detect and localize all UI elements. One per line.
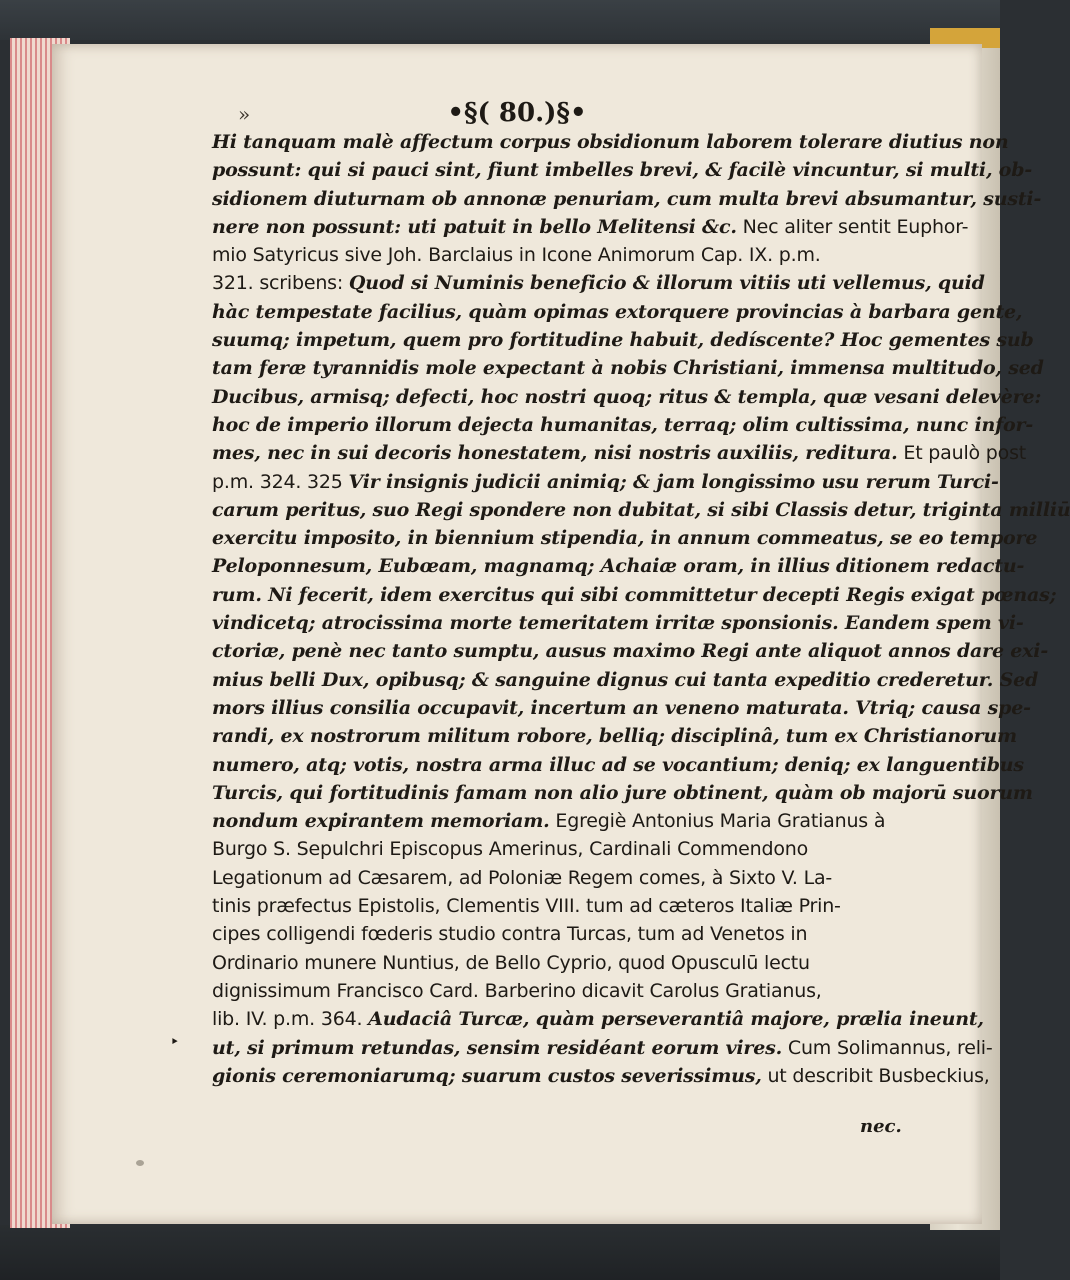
italic-span: vindicetq; atrocissima morte temeritatem irritæ sponsionis. Eandem spem vi-: [212, 612, 1024, 635]
text-line: [212, 637, 1049, 665]
roman-span: tinis præfectus Epistolis, Clementis VIII. tum ad cæteros Italiæ Prin-: [212, 895, 841, 918]
italic-span: suumq; impetum, quem pro fortitudine habuit, dedíscente? Hoc gementes sub: [212, 329, 1034, 352]
text-line: [212, 468, 999, 496]
text-line: [212, 751, 1024, 779]
roman-span: Et paulò post: [897, 442, 1027, 465]
text-line: [212, 609, 1024, 637]
italic-span: Peloponnesum, Eubœam, magnamq; Achaiæ oram, in illius ditionem redactu-: [212, 555, 1025, 578]
text-line: [212, 1062, 990, 1090]
scanner-backdrop-top: [0, 0, 1000, 40]
text-line: [212, 439, 1027, 467]
italic-span: ut, si primum retundas, sensim residéant eorum vires.: [212, 1036, 783, 1059]
text-line: [212, 156, 1033, 184]
text-line: [212, 864, 912, 892]
text-line: [212, 269, 985, 297]
roman-span: Nec aliter sentit Euphor-: [736, 215, 969, 238]
italic-span: sidionem diuturnam ob annonæ penuriam, cum multa brevi absumantur, susti-: [212, 187, 1042, 210]
text-line: [212, 354, 1044, 382]
body-text: [212, 128, 1070, 1090]
roman-span: 321. scribens:: [212, 272, 349, 295]
roman-span: dignissimum Francisco Card. Barberino dicavit Carolus Gratianus,: [212, 979, 822, 1002]
italic-span: mius belli Dux, opibusq; & sanguine dignus cui tanta expeditio crederetur. Sed: [212, 668, 1039, 691]
italic-span: nondum expirantem memoriam.: [212, 810, 550, 833]
text-line: [212, 581, 1057, 609]
text-line: [212, 1005, 984, 1033]
text-line: [212, 835, 912, 863]
text-line: [212, 694, 1031, 722]
text-line: [212, 722, 1017, 750]
text-line: [212, 213, 969, 241]
italic-span: carum peritus, suo Regi spondere non dubitat, si sibi Classis detur, triginta milliū: [212, 498, 1070, 521]
italic-span: mes, nec in sui decoris honestatem, nisi nostris auxiliis, reditura.: [212, 442, 898, 465]
italic-span: hàc tempestate facilius, quàm opimas extorquere provincias à barbara gente,: [212, 300, 1023, 323]
text-line: [212, 1034, 993, 1062]
italic-span: randi, ex nostrorum militum robore, belliq; disciplinâ, tum ex Christianorum: [212, 725, 1017, 748]
text-line: [212, 949, 912, 977]
text-line: [212, 807, 912, 835]
text-line: [212, 383, 1042, 411]
roman-span: p.m. 324. 325: [212, 470, 349, 493]
roman-span: Egregiè Antonius Maria Gratianus à: [549, 810, 886, 833]
text-line: [212, 920, 912, 948]
text-line: [212, 411, 1034, 439]
margin-mark: ‣: [170, 1032, 180, 1051]
italic-span: Quod si Numinis beneficio & illorum vitiis uti vellemus, quid: [348, 272, 985, 295]
header-ornament-mark: »: [238, 102, 251, 126]
roman-span: Burgo S. Sepulchri Episcopus Amerinus, Cardinali Commendono: [212, 838, 809, 861]
text-line: [212, 524, 1038, 552]
text-line: [212, 326, 1034, 354]
italic-span: possunt: qui si pauci sint, fiunt imbelles brevi, & facilè vincuntur, si multi, ob-: [212, 159, 1033, 182]
italic-span: mors illius consilia occupavit, incertum an veneno maturata. Vtriq; causa spe-: [212, 696, 1031, 719]
italic-span: Vir insignis judicii animiq; & jam longissimo usu rerum Turci-: [348, 470, 999, 493]
text-line: [212, 977, 912, 1005]
text-line: [212, 298, 1023, 326]
italic-span: Ducibus, armisq; defecti, hoc nostri quoq; ritus & templa, quæ vesani delevère:: [212, 385, 1042, 408]
text-line: [212, 185, 1042, 213]
italic-span: gionis ceremoniarumq; suarum custos severissimus,: [212, 1064, 762, 1087]
italic-span: Audaciâ Turcæ, quàm perseverantiâ majore, prælia ineunt,: [368, 1008, 984, 1031]
paper-stain: [136, 1160, 144, 1166]
italic-span: hoc de imperio illorum dejecta humanitas, terraq; olim cultissima, nunc infor-: [212, 413, 1034, 436]
text-line: [212, 496, 1070, 524]
page-number-header: •§( 80.)§•: [447, 98, 587, 128]
roman-span: Ordinario munere Nuntius, de Bello Cyprio, quod Opusculū lectu: [212, 951, 810, 974]
italic-span: nere non possunt: uti patuit in bello Melitensi &c.: [212, 215, 737, 238]
catchword: nec.: [860, 1116, 902, 1137]
roman-span: cipes colligendi fœderis studio contra Turcas, tum ad Venetos in: [212, 923, 808, 946]
italic-span: exercitu imposito, in biennium stipendia, in annum commeatus, se eo tempore: [212, 527, 1038, 550]
italic-span: rum. Ni fecerit, idem exercitus qui sibi committetur decepti Regis exigat pœnas;: [212, 583, 1057, 606]
roman-span: lib. IV. p.m. 364.: [212, 1008, 369, 1031]
roman-span: Legationum ad Cæsarem, ad Poloniæ Regem comes, à Sixto V. La-: [212, 866, 833, 889]
text-line: [212, 552, 1025, 580]
text-line: [212, 241, 912, 269]
text-line: [212, 128, 1009, 156]
text-line: [212, 666, 1039, 694]
italic-span: numero, atq; votis, nostra arma illuc ad se vocantium; deniq; ex languentibus: [212, 753, 1024, 776]
italic-span: Turcis, qui fortitudinis famam non alio jure obtinent, quàm ob majorū suorum: [212, 781, 1033, 804]
roman-span: Cum Solimannus, reli-: [782, 1036, 993, 1059]
italic-span: tam feræ tyrannidis mole expectant à nobis Christiani, immensa multitudo, sed: [212, 357, 1044, 380]
roman-span: mio Satyricus sive Joh. Barclaius in Icone Animorum Cap. IX. p.m.: [212, 244, 821, 267]
text-line: [212, 779, 1033, 807]
roman-span: ut describit Busbeckius,: [761, 1064, 990, 1087]
italic-span: ctoriæ, penè nec tanto sumptu, ausus maximo Regi ante aliquot annos dare exi-: [212, 640, 1049, 663]
scanner-backdrop-bottom: [0, 1225, 1000, 1280]
italic-span: Hi tanquam malè affectum corpus obsidionum laborem tolerare diutius non: [212, 131, 1009, 153]
text-line: [212, 892, 912, 920]
